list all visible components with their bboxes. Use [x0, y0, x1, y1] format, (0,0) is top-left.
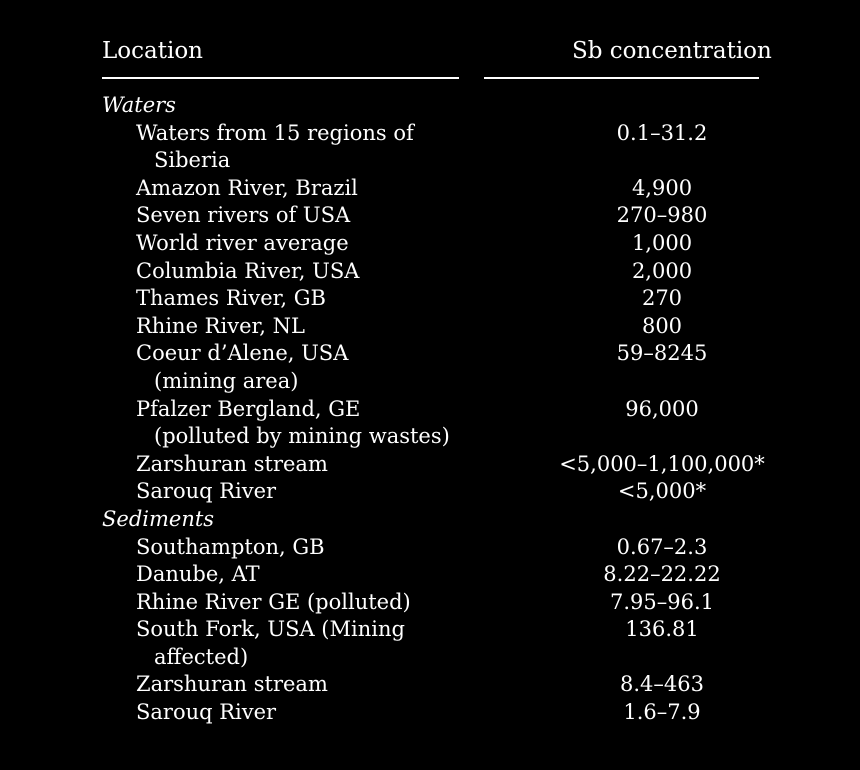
concentration-cell: 0.67–2.3 [616, 534, 708, 559]
table-row-continuation [0, 147, 860, 175]
location-cell: Seven rivers of USA [136, 203, 351, 228]
table-row [0, 230, 860, 258]
location-cell: Columbia River, USA [136, 258, 360, 283]
location-cell: Zarshuran stream [136, 672, 328, 697]
concentration-cell: <5,000* [617, 479, 707, 504]
table-row [0, 258, 860, 286]
section-title: Sediments [102, 506, 215, 531]
location-cell: South Fork, USA (Mining [136, 617, 405, 642]
table-row-continuation [0, 644, 860, 672]
concentration-cell: 136.81 [625, 617, 699, 642]
concentration-cell: 1.6–7.9 [623, 700, 701, 725]
table-row [0, 175, 860, 203]
table-row [0, 340, 860, 368]
location-cell: Thames River, GB [136, 286, 326, 311]
location-cell: Coeur d’Alene, USA [136, 341, 349, 366]
concentration-cell: 270 [641, 286, 683, 311]
location-cell: affected) [154, 644, 249, 669]
location-cell: Rhine River, NL [136, 313, 305, 338]
table-body [0, 92, 860, 727]
location-column-header: Location [102, 38, 203, 64]
location-cell: Rhine River GE (polluted) [136, 589, 411, 614]
concentration-column-header: Sb concentration [572, 38, 772, 64]
concentration-cell: 59–8245 [616, 341, 708, 366]
concentration-cell: 800 [641, 313, 683, 338]
table-row [0, 534, 860, 562]
location-cell: Southampton, GB [136, 534, 325, 559]
concentration-cell: 8.22–22.22 [603, 562, 721, 587]
concentration-cell: <5,000–1,100,000* [559, 451, 765, 476]
location-cell: Danube, AT [136, 562, 260, 587]
location-cell: Zarshuran stream [136, 451, 328, 476]
location-cell: World river average [136, 230, 349, 255]
location-cell: (polluted by mining wastes) [154, 424, 450, 449]
concentration-cell: 4,900 [631, 175, 693, 200]
location-header-rule [102, 77, 459, 79]
location-cell: Amazon River, Brazil [136, 175, 358, 200]
table-row [0, 589, 860, 617]
location-cell: Waters from 15 regions of [136, 120, 414, 145]
table-row [0, 313, 860, 341]
concentration-cell: 270–980 [616, 203, 708, 228]
concentration-cell: 1,000 [631, 230, 693, 255]
concentration-header-rule [484, 77, 759, 79]
table-row-continuation [0, 423, 860, 451]
section-title: Waters [102, 93, 176, 117]
location-cell: Pfalzer Bergland, GE [136, 396, 361, 421]
concentration-cell: 8.4–463 [620, 672, 704, 697]
location-cell: (mining area) [154, 368, 299, 393]
table-row [0, 396, 860, 424]
table-row [0, 285, 860, 313]
table-row [0, 451, 860, 479]
concentration-cell: 7.95–96.1 [609, 589, 715, 614]
section-row [0, 92, 860, 120]
table-row [0, 202, 860, 230]
table-row [0, 616, 860, 644]
concentration-cell: 96,000 [625, 396, 699, 421]
table-row-continuation [0, 368, 860, 396]
location-cell: Siberia [154, 148, 231, 173]
location-cell: Sarouq River [136, 700, 277, 725]
table-row [0, 699, 860, 727]
section-row [0, 506, 860, 534]
table-row [0, 478, 860, 506]
concentration-cell: 0.1–31.2 [616, 120, 708, 145]
location-cell: Sarouq River [136, 479, 277, 504]
table-row [0, 120, 860, 148]
concentration-cell: 2,000 [631, 258, 693, 283]
table-row [0, 671, 860, 699]
table-row [0, 561, 860, 589]
